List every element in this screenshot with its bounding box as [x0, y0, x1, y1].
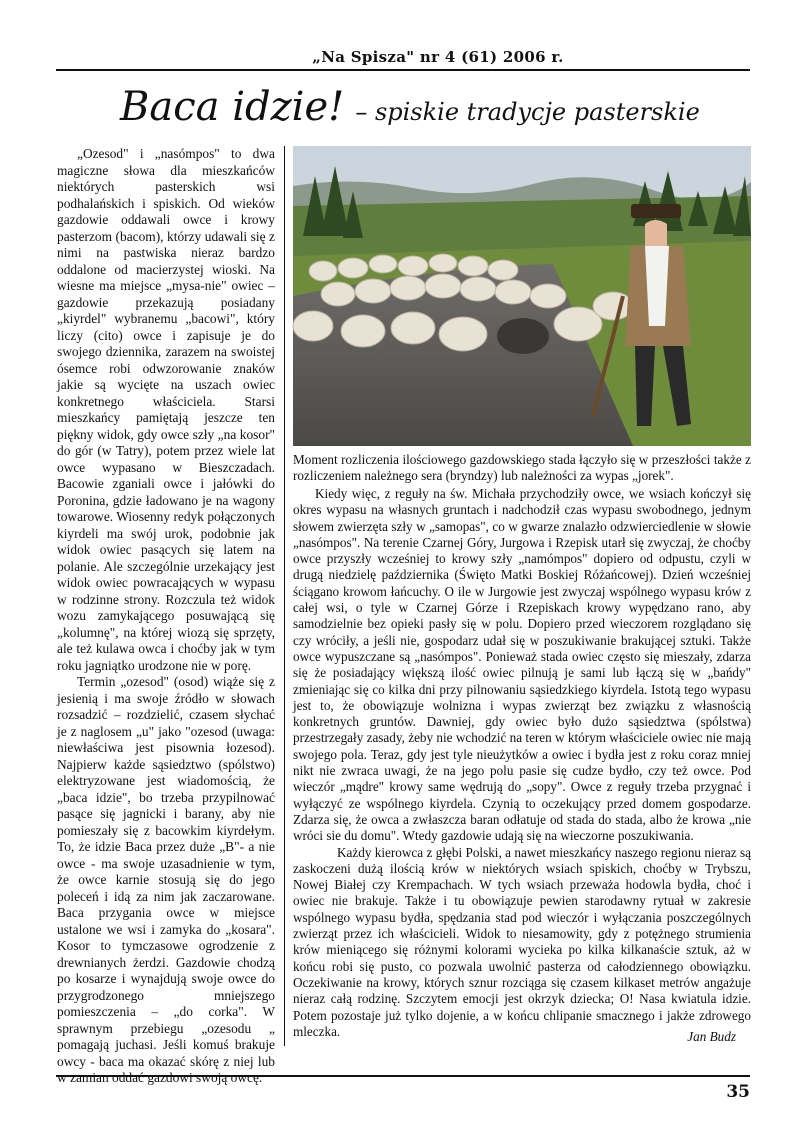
article-subtitle: – spiskie tradycje pasterskie — [355, 98, 700, 126]
column-divider — [284, 146, 285, 1046]
article-title: Baca idzie! — [120, 84, 345, 130]
photo-caption: Moment rozliczenia ilościowego gazdowskiego stada łączyło się w przeszłości także z rozliczeniem należnego sera (bryndzy) lub należności za wypas „jorek". — [293, 452, 751, 484]
right-text-column — [293, 486, 751, 1040]
paragraph: Termin „ozesod" (osod) wiąże się z jesienią i ma swoje źródło w słowach rozsadzić – rozdzielić, czasem słychać je z naglosem „u" jako "ozesod (uwaga: niewłaściwa jest pisownia łozesod). Najpierw każde sąsiedztwo (spólstwo) elektryzowane jest wiadomością, że „baca idzie", bo trzeba przypilnować pasące się jagnicki i barany, aby nie pomieszały się z bacowkim kiyrdełym. To, że idzie Baca przez duże „B"- a nie owce - ma swoje uzasadnienie w tym, że owce karnie stosują się do jego poleceń i idą za nim jak zaczarowane. Baca przygania owce w miejsce ustalone we wsi i zamyka do „kosara". Kosor to tymczasowe ogrodzenie z drewnianych żerdzi. Gazdowie chodzą po kosarze i wynajdują swoje owce do przygrodzonego mniejszego pomieszczenia – „do corka". W sprawnym przebiegu „ozesodu „ pomagają juchasi. Jeśli komuś brakuje owcy - baca ma okazać skórę z niej lub w zamian oddać gazdowi swoją owcę. — [57, 674, 275, 1085]
left-text-column — [57, 146, 275, 1085]
author-signature: Jan Budz — [687, 1029, 736, 1044]
article-title-block — [120, 84, 760, 130]
paragraph: Kiedy więc, z reguły na św. Michała przychodziły owce, we wsiach kończył się okres wypasu na własnych gruntach i nadchodził czas wypasu swobodnego, jednym słowem zwierzęta szły w „samopas", co w gwarze znalazło odzwierciedlenie w słowie „nasómpos". Na terenie Czarnej Góry, Jurgowa i Rzepisk utarł się zwyczaj, że choćby owce przyszły wcześniej to krowy szły „namómpos" dopiero od odpustu, czyli w drugą niedzielę października (Święto Matki Boskiej Różańcowej). Dzień wcześniej ściągano krowom łańcuchy. O ile w Jurgowie jest zwyczaj wspólnego wypasu krów z całej wsi, o tyle w Czarnej Górze i Rzepiskach krowy wypędzano rano, aby samodzielnie bez opieki pasły się w polu. Dopiero przed wieczorem rozglądano się czy wróciły, a jeśli nie, gospodarz udał się w poszukiwanie brakującej sztuki. Także owce wypuszczane są „nasómpos". Ponieważ stada owiec często się mieszały, zdarza się że posiadający większą ilość owiec pilnują je sami lub łączą się w „bańdy" zmieniając się co kilka dni przy pilnowaniu sąsiedzkiego kiyrdela. Istotą tego wypasu jest to, że obowiązuje wolnizna i wypas zwierząt bez związku z własnością konkretnych gruntów. Dawniej, gdy owiec było dużo sąsiedztwa (spólstwa) przestrzegały zasady, żeby nie wchodzić na teren w którym właściciele owiec nie mają swojego pola. Teraz, gdy jest tyle nieużytków a owiec i bydła jest z roku coraz mniej nikt nie zwraca uwagi, że na jego polu pasie się cudze bydło, czy też owce. Pod wieczór „mądre" krowy same wędrują do „sopy". Owce z reguły trzeba przygnać i wyłączyć ze wspólnego kiyrdela. Czynią to oczekujący przed domem gospodarze. Zdarza się, że owca a zwłaszcza baran odłatuje od stada do stada, albo że krowa „nie wróci sie du domu". Wtedy gazdowie udają się na wieczorne poszukiwania. — [293, 486, 751, 844]
running-header: „Na Spisza" nr 4 (61) 2006 r. — [312, 48, 564, 66]
page-number: 35 — [726, 1082, 750, 1102]
bottom-divider — [56, 1075, 750, 1077]
paragraph: Każdy kierowca z głębi Polski, a nawet mieszkańcy naszego regionu nieraz są zaskoczeni dużą ilością krów w niektórych wsiach spiskich, choćby w Trybszu, Nowej Białej czy Krempachach. W tych wsiach przeważa hodowla bydła, choć i owiec nie brakuje. Także i tu obowiązuje pewien starodawny rytuał w zakresie wspólnego wypasu bydła, spędzania stad pod wieczór i wyłączania poszczególnych zwierząt przez ich właścicieli. Widok to niesamowity, gdy z potężnego strumienia krów mieniącego się różnymi kolorami wycieka po kilka kilkanaście sztuk, aż w końcu robi się pusto, co pozwala uwolnić pasterza od całodziennego obowiązku. Oczekiwanie na krowy, których sznur rozciąga się czasem kilkaset metrów angażuje nieraz całą rodzinę. Szczytem emocji jest okrzyk dziecka; O! Nasa kwiatula idzie. Potem pozostaje już tylko dojenie, a w końcu chlipanie smacznego i jakże zdrowego mleczka. — [293, 844, 751, 1039]
shepherd-with-sheep-photo — [293, 146, 751, 446]
top-divider — [56, 69, 750, 71]
paragraph: „Ozesod" i „nasómpos" to dwa magiczne słowa dla mieszkańców niektórych pasterskich wsi podhalańskich i spiskich. Od wieków gazdowie oddawali owce i krowy pasterzom (bacom), którzy udawali się z nimi na pastwiska nieraz bardzo oddalone od macierzystej wioski. Na wiesne ma miejsce „mysa-nie" owiec – gazdowie przekazują posiadany „kiyrdel" wybranemu „bacowi", który liczy (cito) owce i zapisuje je do swojego dziennika, zarazem na swoistej ósemce robi odwzorowanie znaków jakie są wycięte na uszach owiec konkretnego właściciela. Starsi mieszkańcy pamiętają jeszcze ten piękny widok, gdy owce szły „na kosor" do gór (w Tatry), potem przez wiele lat owce wypasano w Bieszczadach. Bacowie zganiali owce i jałówki do Poronina, gdzie ładowano je na wagony towarowe. Wiosenny redyk połączonych kiyrdeli ma swój urok, podobnie jak widok owiec pasących się latem na polanie. Ale szczególnie urzekający jest widok owiec powracających w wypasu w rodzinne strony. Rozczula też widok wozu zamykającego posuwającą się „kolumnę", na której wiozą się sprzęty, ale też kulawa owca i choćby jak w tym roku jagniątko urodzone nie w porę. — [57, 146, 275, 673]
